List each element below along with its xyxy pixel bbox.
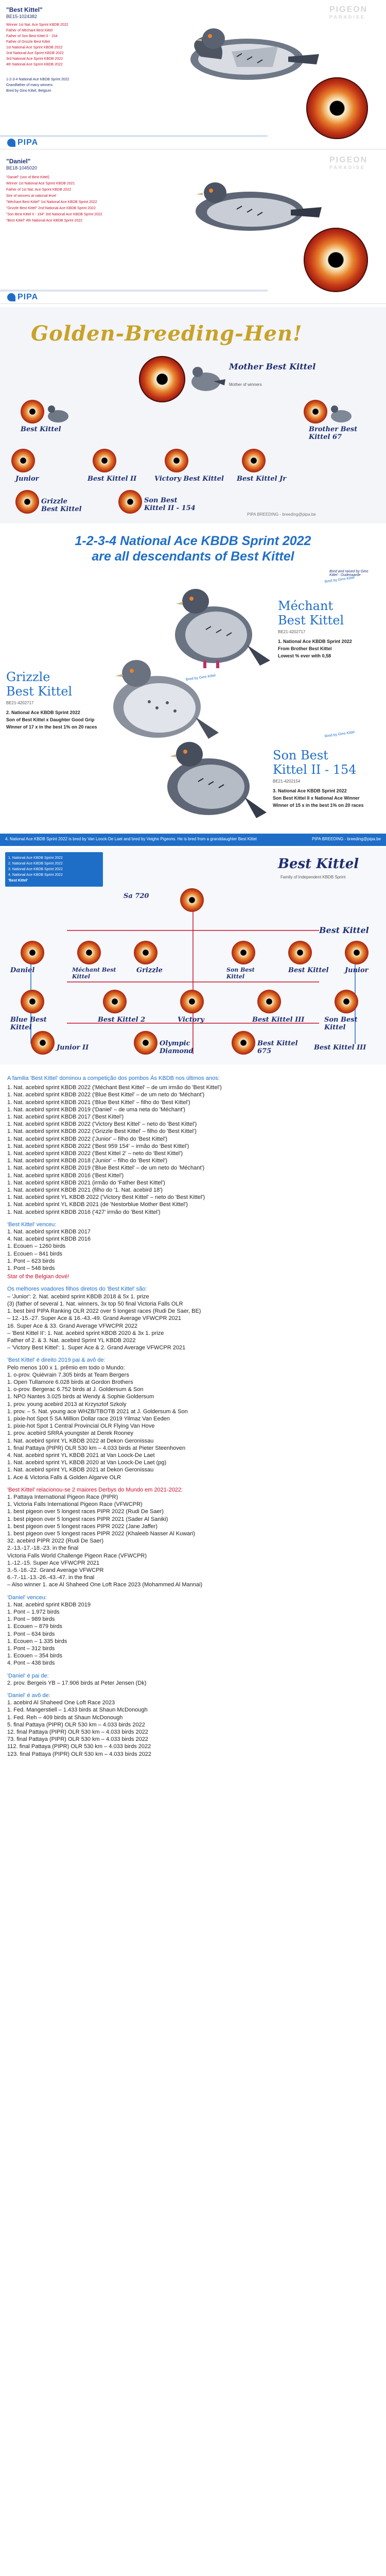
bk-title: 'Best Kittel' venceu:	[7, 1221, 57, 1228]
card2-line: "Grizzle Best Kittel" 2nd National Ace KBDB Sprint 2022	[6, 207, 96, 210]
list-item: 32. acebird PIPR 2022 (Rudi De Saer)	[7, 1538, 104, 1545]
rel-title: 'Best Kittel' relacionou-se 2 maiores Derbys do Mundo em 2021-2022:	[7, 1486, 183, 1493]
ace-headline-2: are all descendants of Best Kittel	[92, 549, 294, 564]
legend-item: 3. National Ace KBDB Sprint 2022	[8, 868, 63, 871]
list-item: 12. final Pattaya (PIPR) OLR 530 km – 4.033 birds 2022	[7, 1729, 148, 1736]
list-item: – 'Best Kittel II': 1. Nat. acebird sprint KBDB 2020 & 3x 1. prize	[7, 1330, 164, 1336]
mechant-name-2: Best Kittel	[278, 613, 344, 628]
card1-line: 2nd National Ace Sprint KBDB 2022	[6, 52, 64, 55]
divider	[0, 135, 268, 137]
daniel3-list	[7, 1699, 379, 1758]
list-item: 1. Nat. acebird sprint YL KBDB 2022 ('Victory Best Kittel' – neto do 'Best Kittel')	[7, 1194, 205, 1201]
pigeon-paradise-logo: PIGEON PARADISE	[329, 5, 368, 20]
son-best-name-2: Kittel II - 154	[273, 762, 357, 777]
daniel3-title: 'Daniel' é avô de:	[7, 1692, 50, 1699]
mechant-r3: Lowest % ever with 0,58	[278, 653, 331, 658]
list-item: 1. Nat. acebird sprint KBDB 2017	[7, 1229, 91, 1235]
grizzle-r3: Winner of 17 x in the best 1% on 20 races	[6, 724, 97, 730]
list-item: 1. Nat. acebird sprint KBDB 2019	[7, 1601, 91, 1608]
list-item: 1. Ecouen – 1260 birds	[7, 1243, 66, 1250]
list-item: 6.-7.-11.-13.-26.-43.-47. in the final	[7, 1574, 95, 1581]
list-item: 1. Nat. acebird sprint YL KBDB 2021 at Dekon Geronissau	[7, 1467, 154, 1473]
list-item: 1. Pont – 634 birds	[7, 1631, 55, 1637]
victory-label: Victory Best Kittel	[154, 475, 224, 483]
card1-mid-lines	[6, 77, 161, 94]
son-best-pigeon	[149, 727, 268, 825]
list-item: 1.-12.-15. Super Ace VFWCPR 2021	[7, 1560, 100, 1566]
card1-mid-line: 1-2-3-4 National Ace KBDB Sprint 2022	[6, 78, 69, 81]
family-label: Daniel	[10, 967, 35, 974]
mechant-ring: BE21-4202717	[278, 630, 306, 634]
family-eye	[31, 1031, 55, 1055]
legend-item: 1. National Ace KBDB Sprint 2022	[8, 856, 63, 860]
family-eye	[288, 941, 312, 964]
sons-intro: Os melhores voadores filhos diretos do 'Best Kittel' são:	[7, 1286, 147, 1293]
list-item: 1. acebird Al Shaheed One Loft Race 2023	[7, 1700, 115, 1706]
mechant-stamp: Bred by Gino Kittel	[324, 575, 355, 584]
brother-label: Brother Best Kittel 67	[309, 426, 358, 441]
family-eye	[180, 990, 204, 1013]
list-item: 1. pixie-hot Spot 5 SA Million Dollar race 2019 Yilmaz Van Eeden	[7, 1415, 170, 1422]
family-eye	[134, 1031, 157, 1055]
list-item: 1. Pont – 312 birds	[7, 1646, 55, 1652]
family-subtitle: Family of Independent KBDB Sprint	[280, 875, 346, 879]
list-item: 73. final Pattaya (PIPR) OLR 530 km – 4.033 birds 2022	[7, 1736, 148, 1743]
family-label: Best Kittel	[288, 967, 329, 974]
intro-text: A familia 'Best Kittel' dominou a competição dos pombos Ás KBDB nos últimos anos:	[7, 1075, 220, 1081]
mechant-result: 1. National Ace KBDB Sprint 2022	[278, 639, 352, 644]
family-eye	[345, 941, 369, 964]
card2-line: "Méchant Best Kittel" 1st National Ace KBDB Sprint 2022	[6, 200, 97, 204]
list-item: 1. NPO Nantes 3.025 birds at Wendy & Sophie Goldersum	[7, 1394, 154, 1400]
family-eye	[242, 449, 266, 472]
card2-lines	[6, 175, 181, 225]
family-label: Best Kittel III	[252, 1016, 305, 1024]
family-eye	[118, 490, 142, 514]
family-label: Best Kittel III	[314, 1044, 366, 1052]
mechant-r2: From Brother Best Kittel	[278, 646, 332, 651]
list-item: 1. final Pattaya (PIPR) OLR 530 km – 4.033 birds at Pieter Steenhoven	[7, 1445, 186, 1451]
daniel-title: 'Daniel' venceu:	[7, 1594, 47, 1601]
family-pigeon	[327, 401, 355, 425]
list-item: 1. Fed. Mangerstiell – 1.433 birds at Shaun McDonough	[7, 1707, 148, 1714]
card1-line: Father of Grizzle Best Kittel	[6, 40, 50, 44]
family-tree-panel	[0, 848, 386, 1064]
list-item: 1. Nat. acebird sprint KBDB 2022 ('Victory Best Kittel' – neto do 'Best Kittel')	[7, 1121, 197, 1128]
card1-mid-line: Bred by Gino Kittel, Belgium	[6, 89, 51, 93]
list-item: – 'Victory Best Kittel': 1. Super Ace & 2. Grand Average VFWCPR 2021	[7, 1345, 186, 1351]
list-item: 1. prov. young acebird 2013 at Krzysztof Szkoly	[7, 1401, 127, 1408]
bk-title-2: 'Best Kittel' é direito 2019 pai & avô de:	[7, 1357, 106, 1364]
family-label: Olympic Diamond	[160, 1040, 194, 1055]
family-eye	[21, 941, 44, 964]
son-best-name-1: Son Best	[273, 748, 328, 762]
list-item: 1. Ace & Victoria Falls & Golden Algarve OLR	[7, 1474, 121, 1481]
list-item: 1. best bird PIPA Ranking OLR 2022 over 5 longest races (Rudi De Saer, BE)	[7, 1308, 201, 1315]
card1-lines	[6, 23, 171, 68]
divider	[0, 290, 268, 292]
family-label: Junior	[345, 967, 369, 974]
family-label: Méchant Best Kittel	[72, 967, 116, 980]
card2-line: Winner 1st National Ace Sprint KBDB 2021	[6, 182, 75, 185]
daniel2-title: 'Daniel' é pai de:	[7, 1672, 49, 1679]
pigeon-paradise-logo: PIGEON PARADISE	[329, 156, 368, 170]
pigeon-eye	[306, 77, 368, 139]
ace-banner-right: PIPA BREEDING - breeding@pipa.be	[312, 837, 381, 841]
list-item: 1. Pont – 548 birds	[7, 1265, 55, 1272]
grizzle-name-2: Best Kittel	[6, 684, 73, 699]
list-item: 1. Ecouen – 354 birds	[7, 1653, 63, 1659]
list-item: 123. final Pattaya (PIPR) OLR 530 km – 4.033 birds 2022	[7, 1751, 152, 1757]
family-label: Blue Best Kittel	[10, 1016, 47, 1031]
son-best-result: 3. National Ace KBDB Sprint 2022	[273, 788, 347, 793]
list-item: 4. Nat. acebird sprint KBDB 2016	[7, 1236, 91, 1243]
best-kittel-card	[0, 0, 386, 149]
card1-line: 1st National Ace Sprint KBDB 2022	[6, 46, 63, 49]
list-item: 1. Open Tullamore 6.028 birds at Gordon Brothers	[7, 1379, 133, 1385]
pai-list	[7, 1364, 379, 1481]
grizzle-r2: Son of Best Kittel x Daughter Good Grip	[6, 717, 95, 722]
family-pigeon	[44, 401, 72, 425]
list-item: 1. Nat. acebird sprint KBDB 2022 ('Junior' – filho do 'Best Kittel')	[7, 1136, 168, 1142]
list-item: 1. Fed. Reh – 409 birds at Shaun McDonough	[7, 1714, 123, 1721]
list-item: 1. o-prov. Bergerac 6.752 birds at J. Goldersum & Son	[7, 1386, 144, 1393]
ace-banner-text: 4. National Ace KBDB Sprint 2022 is bred by Van Loock-De Laet and bred by Veighe Pigeons. He is bred from a granddaughter Best Kittel	[5, 837, 257, 841]
grizzle-name-1: Grizzle	[6, 670, 50, 684]
daniel2-list	[7, 1680, 379, 1687]
family-label: Sa 720	[124, 892, 149, 900]
pipa-logo: PIPA	[7, 293, 38, 302]
list-item: 16. Super Ace & 33. Grand Average VFWCPR 2022	[7, 1323, 137, 1329]
list-item: 1. best pigeon over 5 longest races PIPR 2022 (Rudi De Saer)	[7, 1509, 164, 1515]
mother-pigeon	[185, 359, 226, 395]
mother-sub: Mother of winners	[229, 382, 262, 387]
card1-mid-line: Grandfather of many winners	[6, 83, 53, 87]
card1-line: Father of Son Best Kittel II - 154	[6, 35, 58, 38]
grizzle-result: 2. National Ace KBDB Sprint 2022	[6, 710, 80, 715]
list-item: 5. final Pattaya (PIPR) OLR 530 km – 4.033 birds 2022	[7, 1721, 145, 1728]
family-title: Best Kittel	[278, 856, 359, 872]
family-eye	[103, 990, 127, 1013]
list-item: 1. o-prov. Quiévrain 7.305 birds at Team Bergers	[7, 1371, 129, 1378]
list-item: 1. Victoria Falls International Pigeon Race (VFWCPR)	[7, 1501, 143, 1508]
list-item: 2.-13.-17.-18.-23. in the final	[7, 1545, 79, 1552]
golden-footer: PIPA BREEDING - breeding@pipa.be	[247, 512, 316, 517]
family-eye	[165, 449, 188, 472]
golden-breeding-hen-panel	[0, 307, 386, 523]
list-item: 1. best pigeon over 5 longest races PIPR 2022 (Khaleeb Nasser Al Kuwari)	[7, 1530, 196, 1537]
family-label: Junior II	[57, 1044, 89, 1052]
list-item: 1. Pont – 1.972 birds	[7, 1609, 60, 1616]
mother-eye	[139, 356, 185, 402]
pipa-logo: PIPA	[7, 138, 38, 147]
list-item: – 'Junior': 2. Nat. acebird sprint KBDB 2018 & 5x 1. prize	[7, 1293, 149, 1300]
list-item: 1. pixie-hot Spot 1 Central Provincial OLR Flying Van Hove	[7, 1423, 155, 1430]
sons-list	[7, 1293, 379, 1352]
list-item: 1. Ecouen – 841 birds	[7, 1250, 63, 1257]
list-item: 1. Nat. acebird sprint KBDB 2022 ('Grizzle Best Kittel' – filho do 'Best Kittel')	[7, 1128, 197, 1135]
card1-line: Winner 1st Nat. Ace Sprint KBDB 2022	[6, 23, 68, 27]
family-eye	[93, 449, 116, 472]
list-item: 1. Nat. acebird sprint KBDB 2019 ('Daniel' – de uma neta do 'Méchant')	[7, 1106, 185, 1113]
list1	[7, 1084, 379, 1216]
junior-label: Junior	[15, 475, 39, 483]
list-item: – 12.-15.-27. Super Ace & 16.-43.-49. Grand Average VFWCPR 2021	[7, 1315, 181, 1322]
son-best-stamp: Bred by Gino Kittel	[324, 730, 355, 739]
pigeon-photo	[175, 166, 324, 238]
list-item: 1. best pigeon over 5 longest races PIPR 2022 (Jane Jaffer)	[7, 1523, 158, 1530]
son-best-r2: Son Best Kittel II x National Ace Winner	[273, 795, 360, 801]
list-item: Victoria Falls World Challenge Pigeon Race (VFWCPR)	[7, 1552, 147, 1559]
mechant-name-1: Méchant	[278, 599, 334, 613]
list-item: 1. Nat. acebird sprint KBDB 2022 ('Blue Best Kittel' – de um neto do 'Méchant')	[7, 1092, 205, 1098]
card2-line: "Daniel" (son of Best Kittel)	[6, 176, 49, 179]
list-item: 1. prov. acebird SRRA youngster at Derek Rooney	[7, 1430, 133, 1437]
family-label: Grizzle	[136, 967, 163, 974]
grizzle-label: Grizzle Best Kittel	[41, 498, 82, 513]
list-item: 1. Nat. acebird sprint KBDB 2018 ('Junior' – filho do 'Best Kittel')	[7, 1158, 168, 1164]
list-item: 1. Nat. acebird sprint KBDB 2021 ('Blue Best Kittel' – filho do 'Best Kittel')	[7, 1099, 190, 1106]
rel-list	[7, 1494, 379, 1589]
list-item: 1. best pigeon over 5 longest races PIPR 2021 (Sader Al Saniki)	[7, 1516, 168, 1522]
list-item: 1. Nat. acebird sprint YL KBDB 2022 at Dekon Geronissau	[7, 1437, 154, 1444]
list-item: 1. Nat. acebird sprint KBDB 2019 ('Blue Best Kittel' – de um neto do 'Méchant')	[7, 1165, 205, 1172]
family-eye	[257, 990, 281, 1013]
list-item: Pelo menos 100 x 1. prêmio em todo o Mundo:	[7, 1364, 125, 1371]
family-eye	[232, 941, 255, 964]
family-tree-lines	[0, 848, 386, 1064]
pigeon-photo	[170, 10, 324, 88]
card2-line: "Son Best Kittel II - 154" 3rd National Ace KBDB Sprint 2022	[6, 213, 102, 216]
list-item: 1. Pont – 623 birds	[7, 1258, 55, 1264]
legend-item: 4. National Ace KBDB Sprint 2022	[8, 873, 63, 877]
card2-line: "Best Kittel" 4th National Ace KBDB Sprint 2022	[6, 219, 83, 223]
card1-ring: BE15-1024382	[6, 14, 38, 19]
ace-badge: Bred and raised by Gino Kittel - Oudenaarde	[329, 570, 369, 577]
legend-item: 'Best Kittel'	[8, 879, 28, 883]
list-item: 1. Nat. acebird sprint KBDB 2021 (irmão do 'Father Best Kittel')	[7, 1179, 165, 1186]
list-item: 1. Nat. acebird sprint KBDB 2016 ('427' irmão do 'Best Kittel')	[7, 1209, 161, 1215]
family-eye	[335, 990, 358, 1013]
list-item: 4. Pont – 438 birds	[7, 1660, 55, 1667]
family-eye	[15, 490, 39, 514]
card2-line: Sire of winners at national level	[6, 194, 56, 198]
list-item: 1. Nat. acebird sprint KBDB 2016 ('Best Kittel')	[7, 1172, 124, 1179]
list-item: – Also winner 1. ace Al Shaheed One Loft Race 2023 (Mohammed Al Mannai)	[7, 1582, 203, 1588]
best-kittel-ii-label: Best Kittel II	[87, 475, 137, 483]
card2-ring: BE18-1045020	[6, 165, 38, 171]
list-item: 3.-5.-16.-22. Grand Average VFWCPR	[7, 1567, 104, 1573]
family-eye	[180, 888, 204, 912]
list-item: Father of 2. & 3. Nat. acebird Sprint YL KBDB 2022	[7, 1337, 136, 1344]
list-item: 1. Nat. acebird sprint KBDB 2017 ('Best Kittel')	[7, 1114, 124, 1121]
card1-name: "Best Kittel"	[6, 6, 43, 13]
family-label: Victory	[178, 1016, 204, 1024]
grizzle-stamp: Bred by Gino Kittel	[185, 673, 216, 682]
grizzle-ring: BE21-4202717	[6, 701, 34, 705]
golden-title: Golden-Breeding-Hen!	[31, 321, 303, 346]
list-item: 1. Nat. acebird sprint KBDB 2021 (filho do '1. Nat. acebird 18')	[7, 1187, 163, 1194]
ace-banner	[0, 834, 386, 846]
family-eye	[11, 449, 35, 472]
bk-list	[7, 1228, 379, 1272]
list-item: 1. Nat. acebird sprint KBDB 2022 ('Méchant Best Kittel' – de um irmão do 'Best Kittel')	[7, 1084, 222, 1091]
best-kittel-label: Best Kittel	[21, 426, 61, 433]
star-text: Star of the Belgian dové!	[7, 1274, 69, 1280]
family-eye	[134, 941, 157, 964]
list-item: 2. prov. Bergeis YB – 17.906 birds at Peter Jensen (Dk)	[7, 1680, 147, 1686]
list-item: 1. Ecouen – 1.335 birds	[7, 1638, 67, 1645]
list-item: 4. Nat. acebird sprint YL KBDB 2021 at Van Loock-De Laet	[7, 1452, 155, 1459]
ace-headline-1: 1-2-3-4 National Ace KBDB Sprint 2022	[75, 534, 311, 548]
list-item: 1. Nat. acebird sprint KBDB 2022 ('Best 959 154' – irmão do 'Best Kittel')	[7, 1143, 189, 1149]
ace-panel	[0, 527, 386, 846]
card2-name: "Daniel"	[6, 158, 31, 165]
son-best-r3: Winner of 15 x in the best 1% on 20 races	[273, 803, 364, 808]
family-eye	[304, 400, 327, 423]
family-label: Best Kittel 675	[257, 1040, 298, 1055]
list-item: 1. Ecouen – 879 birds	[7, 1623, 63, 1630]
pigeon-eye	[304, 228, 368, 292]
best-kittel-jr-label: Best Kittel Jr	[237, 475, 287, 483]
list-item: (3) (father of several 1. Nat. winners, 3x top 50 final Victoria Falls OLR	[7, 1300, 183, 1307]
family-label: Best Kittel 2	[98, 1016, 146, 1024]
card1-line: Father of Méchant Best Kittel	[6, 29, 53, 32]
family-eye	[21, 400, 44, 423]
son-best-label: Son Best Kittel II - 154	[144, 497, 196, 512]
family-label: Best Kittel	[319, 925, 369, 935]
family-label: Son Best Kittel	[324, 1016, 358, 1031]
family-eye	[232, 1031, 255, 1055]
family-eye	[77, 941, 101, 964]
daniel-list	[7, 1601, 379, 1667]
daniel-card	[0, 150, 386, 304]
results-text	[0, 1070, 386, 2576]
list-item: 1. Nat. acebird sprint KBDB 2022 ('Best Kittel 2' – neto do 'Best Kittel')	[7, 1150, 183, 1157]
list-item: 1. Pont – 989 birds	[7, 1616, 55, 1623]
list-item: 1. prov. – 5. Nat. young ace WHZB/TBOTB 2021 at J. Goldersum & Son	[7, 1408, 188, 1415]
mother-label: Mother Best Kittel	[229, 362, 316, 371]
legend-item: 2. National Ace KBDB Sprint 2022	[8, 862, 63, 866]
list-item: 1. Nat. acebird sprint YL KBDB 2021 (de 'Nestorblue Mother Best Kittel')	[7, 1201, 188, 1208]
family-eye	[21, 990, 44, 1013]
card1-line: 3rd National Ace Sprint KBDB 2022	[6, 57, 63, 61]
list-item: 112. final Pattaya (PIPR) OLR 530 km – 4.033 birds 2022	[7, 1743, 151, 1750]
list-item: 1. Pattaya International Pigeon Race (PIPR)	[7, 1494, 118, 1500]
son-best-ring: BE21-4202154	[273, 779, 301, 784]
card1-line: 4th National Ace Sprint KBDB 2022	[6, 63, 63, 66]
family-label: Son Best Kittel	[226, 967, 255, 980]
list-item: 1. Nat. acebird sprint YL KBDB 2020 at Van Loock-De Laet (pg)	[7, 1460, 167, 1466]
card2-line: Father of 1st Nat. Ace Sprint KBDB 2022	[6, 188, 72, 192]
